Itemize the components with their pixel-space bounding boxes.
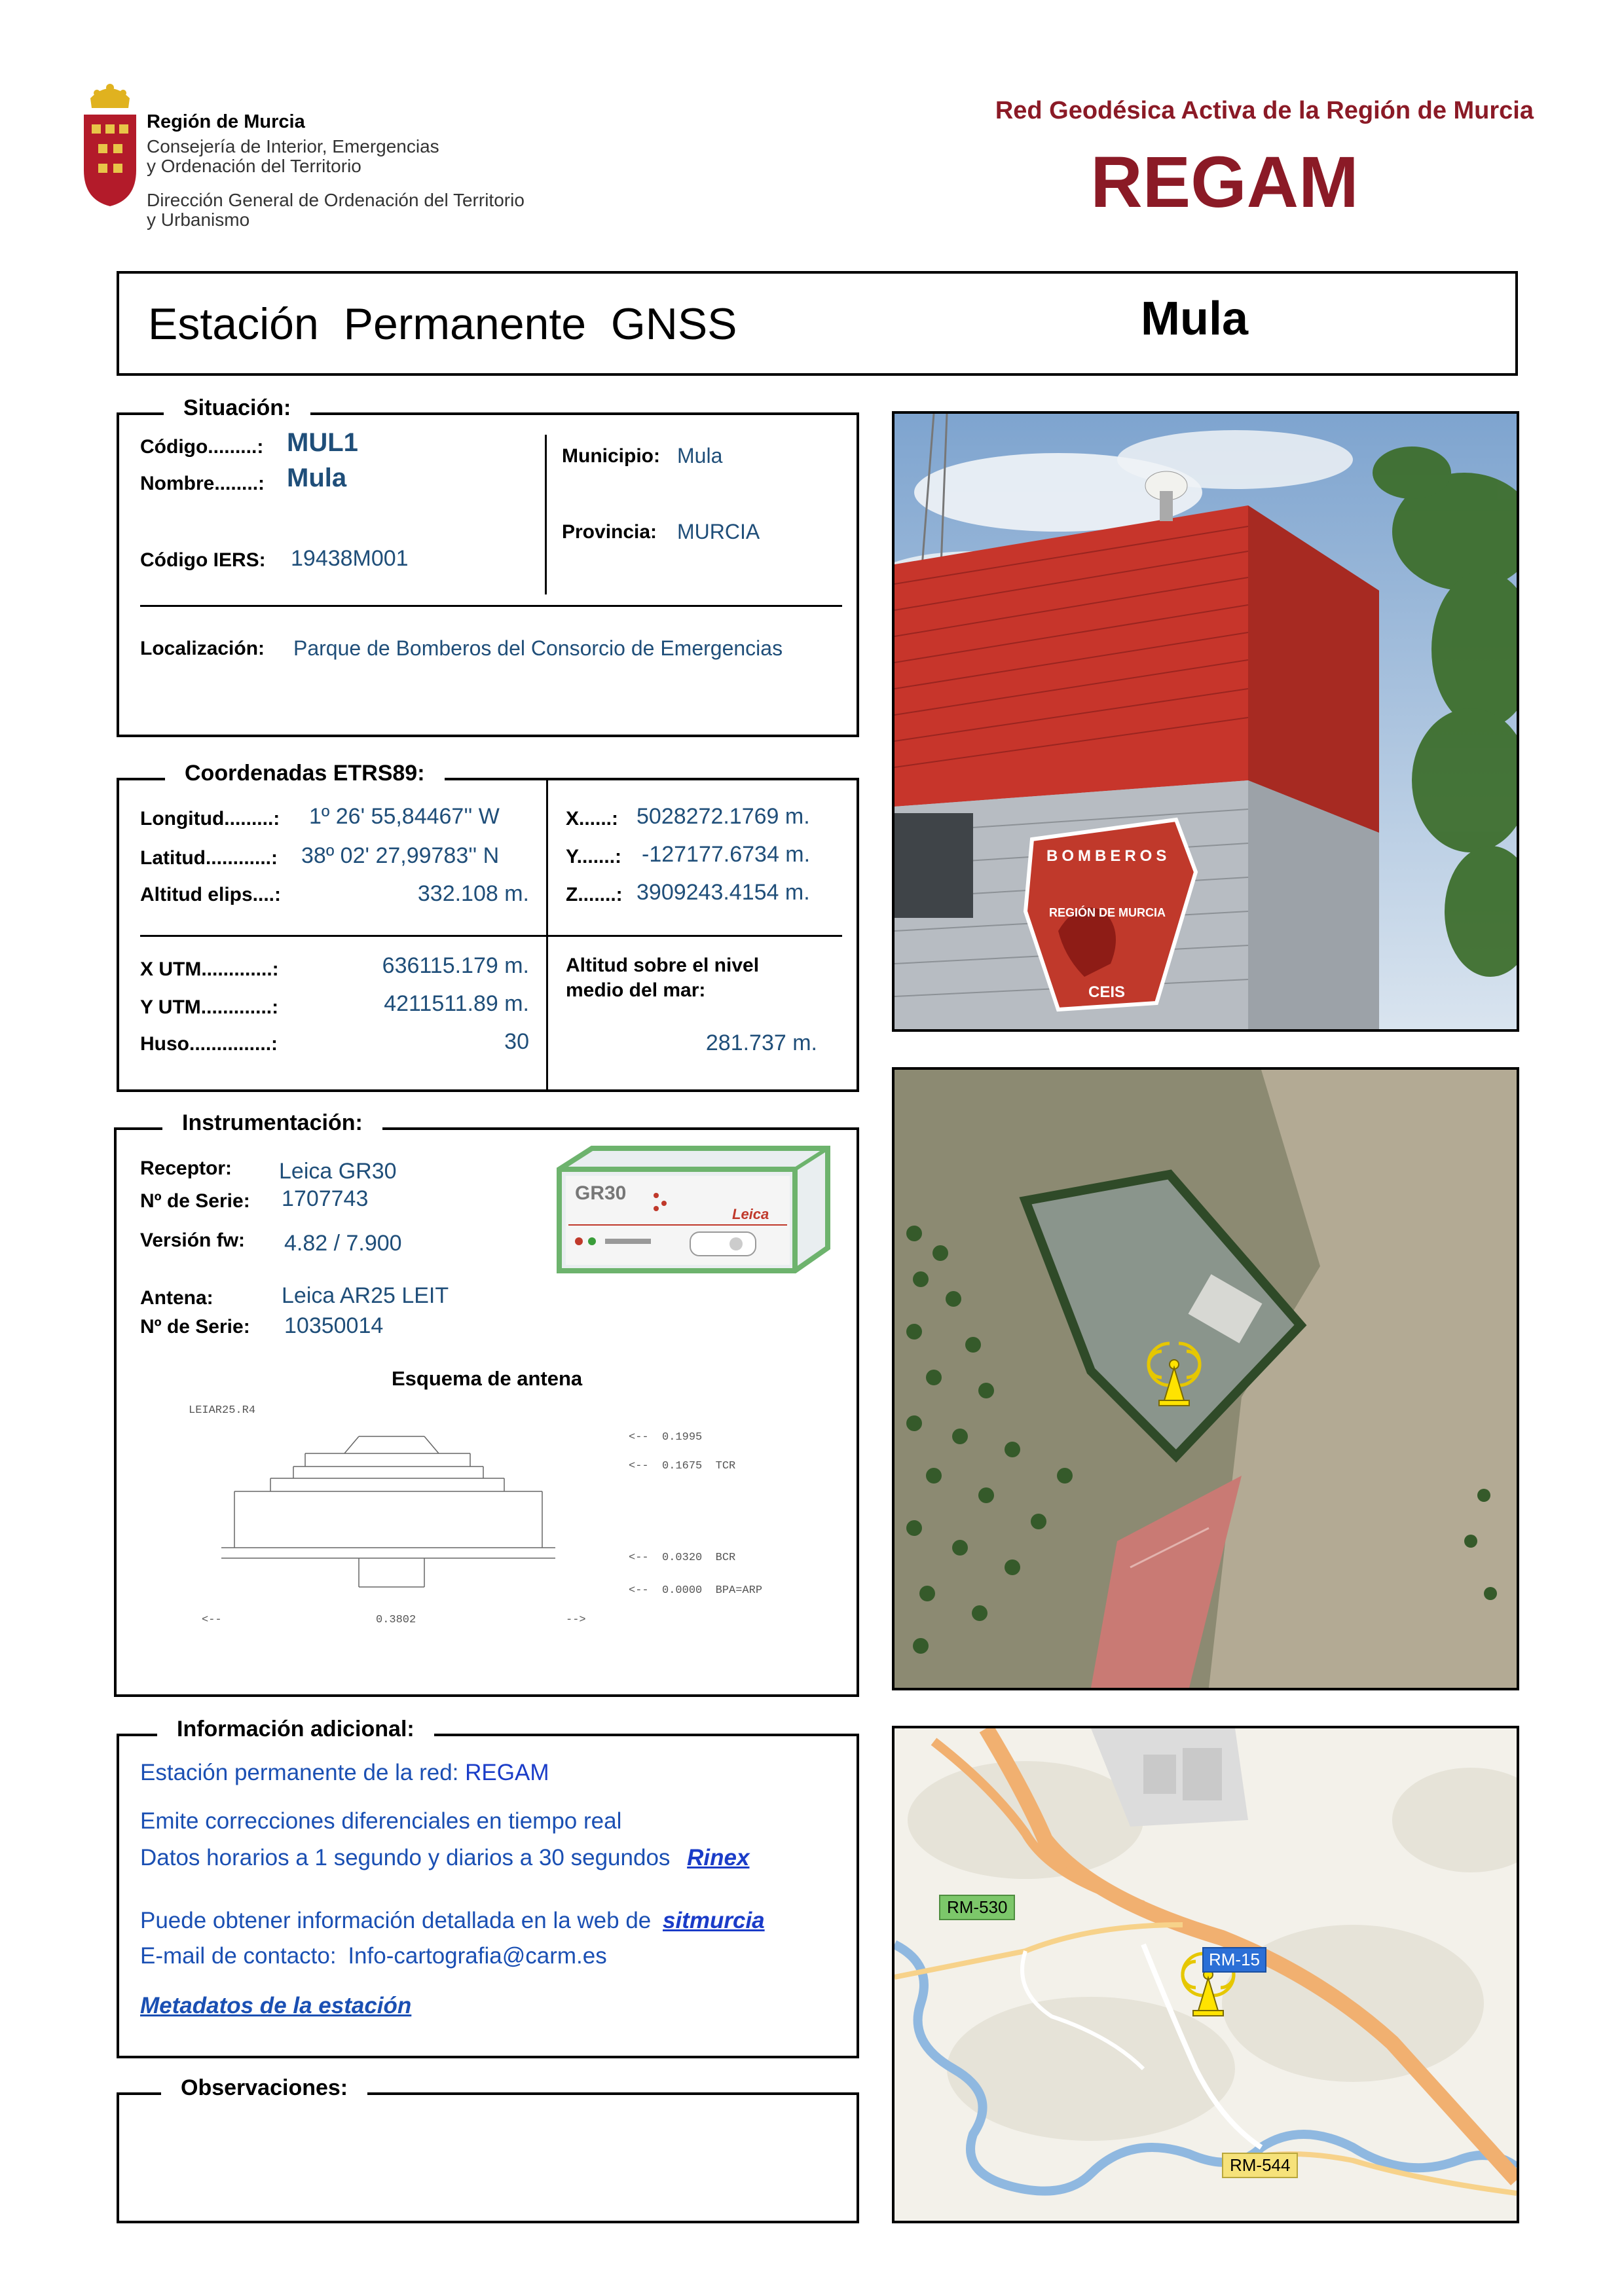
- situacion-title: Situación:: [164, 395, 310, 421]
- antenna-width-arrow-left: <--: [202, 1614, 222, 1626]
- antena-value: Leica AR25 LEIT: [282, 1283, 449, 1308]
- sign-top-text: BOMBEROS: [1046, 847, 1171, 865]
- receptor-label: Receptor:: [140, 1157, 232, 1179]
- antenna-height-0320: <-- 0.0320 BCR: [629, 1552, 736, 1564]
- metadata-link[interactable]: Metadatos de la estación: [140, 1993, 412, 2018]
- z-label: Z.......:: [566, 884, 623, 905]
- observaciones-title: Observaciones:: [161, 2075, 367, 2101]
- antenna-height-1675: <-- 0.1675 TCR: [629, 1460, 736, 1472]
- huso-label: Huso...............:: [140, 1033, 278, 1055]
- road-label-rm15: RM-15: [1202, 1947, 1266, 1973]
- xutm-label: X UTM.............:: [140, 958, 279, 980]
- municipio-label: Municipio:: [562, 445, 660, 467]
- yutm-value: 4211511.89 m.: [384, 991, 529, 1016]
- yutm-label: Y UTM.............:: [140, 996, 279, 1018]
- x-value: 5028272.1769 m.: [637, 804, 810, 829]
- org-department-2: y Ordenación del Territorio: [147, 156, 361, 176]
- corrections-line: Emite correcciones diferenciales en tiempo real: [140, 1808, 622, 1834]
- nmm-value: 281.737 m.: [705, 1030, 817, 1055]
- provincia-value: MURCIA: [677, 520, 760, 543]
- localizacion-value: Parque de Bomberos del Consorcio de Emergencias: [293, 636, 783, 660]
- location-map: [892, 1726, 1519, 2223]
- situacion-box: [117, 412, 859, 737]
- huso-value: 30: [504, 1029, 529, 1054]
- org-department-1: Consejería de Interior, Emergencias: [147, 136, 439, 156]
- sitmurcia-link[interactable]: sitmurcia: [663, 1908, 765, 1933]
- station-name: Mula: [1141, 293, 1249, 345]
- road-label-rm530: RM-530: [939, 1895, 1015, 1920]
- antenna-width-arrow-right: -->: [566, 1614, 586, 1626]
- info-box: [117, 1734, 859, 2058]
- email-label: E-mail de contacto:: [140, 1943, 337, 1969]
- coordenadas-title: Coordenadas ETRS89:: [165, 761, 445, 786]
- nmm-label: medio del mar:: [566, 979, 706, 1001]
- network-line-value: REGAM: [465, 1760, 549, 1785]
- sign-mid-text: REGIÓN DE MURCIA: [1049, 906, 1166, 919]
- data-line-text: Datos horarios a 1 segundo y diarios a 30 segundos: [140, 1845, 671, 1870]
- network-line-text: Estación permanente de la red:: [140, 1760, 459, 1785]
- latitud-value: 38º 02' 27,99783'' N: [301, 843, 500, 868]
- org-name: Región de Murcia: [147, 111, 305, 132]
- info-title: Información adicional:: [157, 1717, 434, 1742]
- longitud-value: 1º 26' 55,84467'' W: [309, 804, 500, 829]
- antenna-diagram: [195, 1423, 601, 1620]
- antenna-height-0000: <-- 0.0000 BPA=ARP: [629, 1584, 763, 1597]
- instrumentacion-title: Instrumentación:: [162, 1110, 382, 1136]
- org-directorate-2: y Urbanismo: [147, 210, 250, 230]
- sign-bottom-text: CEIS: [1088, 983, 1126, 1001]
- longitud-label: Longitud.........:: [140, 808, 280, 829]
- nmm-label: Altitud sobre el nivel: [566, 955, 760, 976]
- altitud-value: 332.108 m.: [417, 881, 529, 906]
- serie-antena-label: Nº de Serie:: [140, 1316, 250, 1338]
- firmware-label: Versión fw:: [140, 1230, 246, 1251]
- serie-antena-value: 10350014: [284, 1313, 384, 1338]
- provincia-label: Provincia:: [562, 521, 657, 543]
- iers-value: 19438M001: [291, 546, 409, 571]
- receiver-image: [546, 1143, 834, 1274]
- instrumentacion-box: [114, 1127, 859, 1697]
- aerial-photo: [892, 1067, 1519, 1690]
- data-line: [140, 1845, 749, 1871]
- y-value: -127177.6734 m.: [642, 842, 811, 867]
- antenna-width-label: 0.3802: [376, 1614, 416, 1626]
- receiver-model-label: GR30: [575, 1182, 627, 1204]
- iers-label: Código IERS:: [140, 549, 266, 571]
- antenna-height-1995: <-- 0.1995: [629, 1431, 703, 1444]
- email-line: [140, 1943, 607, 1969]
- receiver-brand-label: Leica: [732, 1206, 769, 1222]
- observaciones-box: [117, 2092, 859, 2223]
- rinex-link[interactable]: Rinex: [687, 1845, 750, 1870]
- nombre-value: Mula: [287, 464, 347, 492]
- station-heading: Estación Permanente GNSS: [148, 299, 737, 349]
- receptor-value: Leica GR30: [279, 1159, 397, 1184]
- serie-receptor-value: 1707743: [282, 1186, 369, 1211]
- web-line-text: Puede obtener información detallada en la web de: [140, 1908, 652, 1933]
- divider: [545, 435, 547, 594]
- road-label-rm544: RM-544: [1222, 2153, 1298, 2178]
- station-photo: [892, 411, 1519, 1032]
- network-code: REGAM: [1090, 142, 1359, 223]
- altitud-label: Altitud elips....:: [140, 884, 281, 905]
- network-line: [140, 1760, 549, 1786]
- latitud-label: Latitud............:: [140, 847, 278, 869]
- network-title: Red Geodésica Activa de la Región de Murcia: [995, 97, 1534, 124]
- divider: [140, 935, 842, 937]
- antenna-model: LEIAR25.R4: [189, 1404, 256, 1417]
- web-line: [140, 1908, 765, 1934]
- serie-receptor-label: Nº de Serie:: [140, 1190, 250, 1212]
- codigo-label: Código.........:: [140, 436, 264, 458]
- antena-label: Antena:: [140, 1287, 213, 1309]
- localizacion-label: Localización:: [140, 638, 265, 659]
- org-directorate-1: Dirección General de Ordenación del Territorio: [147, 190, 525, 210]
- x-label: X......:: [566, 808, 619, 829]
- y-label: Y.......:: [566, 846, 622, 867]
- esquema-title: Esquema de antena: [392, 1367, 583, 1390]
- divider: [140, 605, 842, 607]
- firmware-value: 4.82 / 7.900: [284, 1231, 402, 1256]
- email-value[interactable]: Info-cartografia@carm.es: [348, 1943, 607, 1969]
- xutm-value: 636115.179 m.: [382, 953, 529, 978]
- z-value: 3909243.4154 m.: [637, 880, 810, 905]
- nombre-label: Nombre........:: [140, 473, 265, 494]
- station-title-box: [117, 271, 1518, 376]
- coordenadas-box: [117, 778, 859, 1092]
- codigo-value: MUL1: [287, 428, 358, 457]
- region-logo: [77, 79, 143, 210]
- municipio-value: Mula: [677, 444, 723, 467]
